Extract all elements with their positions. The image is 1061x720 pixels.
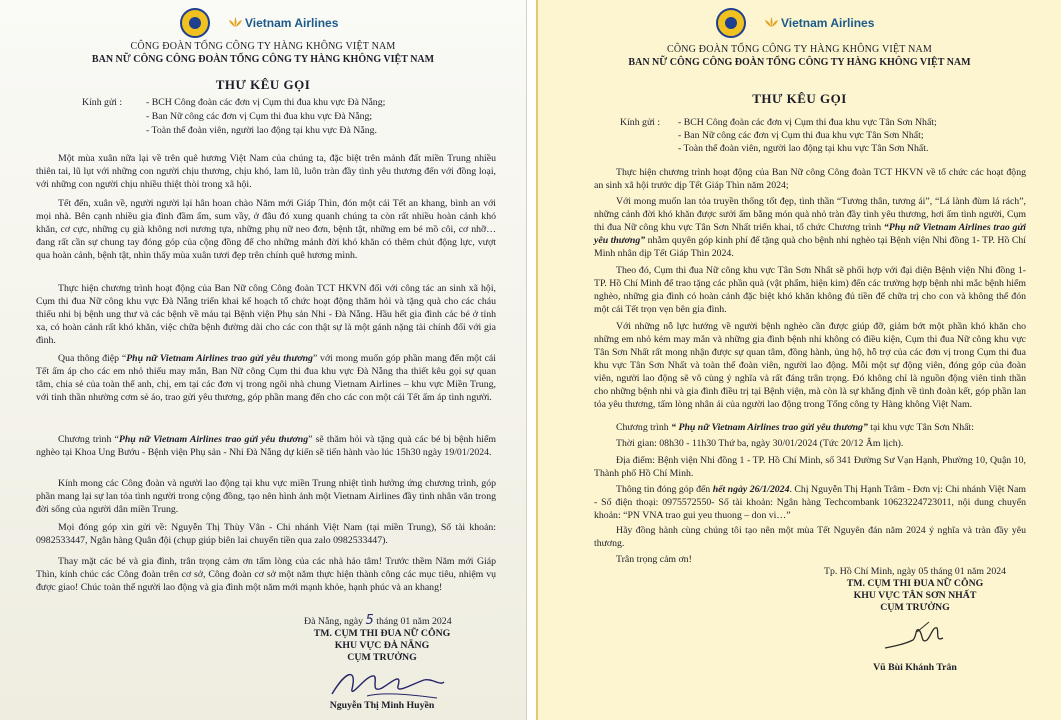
signature-title: TM. CỤM THI ĐUA NỮ CÔNG [313, 628, 451, 639]
logo-text: Vietnam Airlines [781, 16, 875, 30]
letter-title: THƯ KÊU GỌI [215, 77, 311, 92]
text-run: Chương trình “ [58, 434, 119, 445]
text-run: tại khu vực Tân Sơn Nhất: [867, 422, 974, 433]
paragraph [594, 421, 1026, 434]
org-name-line2: BAN NỮ CÔNG CÔNG ĐOÀN TỔNG CÔNG TY HÀNG KHÔNG VIỆT NAM [91, 54, 435, 65]
org-name-line1: CÔNG ĐOÀN TỔNG CÔNG TY HÀNG KHÔNG VIỆT NAM [666, 44, 933, 55]
lotus-icon [228, 17, 243, 28]
signature-block [800, 566, 1030, 674]
closing-thanks: Trân trọng cảm ơn! [616, 554, 692, 565]
paragraph: Kính mong các Công đoàn và người lao động tại khu vực miền Trung nhiệt tình hưởng ứng chương trình, góp phần mang lại sự lan tỏa tình người trong cộng đồng, tạo nên hình ảnh một Vietnam Airlines đầy tình nhân văn trong đời sống của người dân miền Trung. [36, 478, 496, 515]
paragraph: Theo đó, Cụm thi đua Nữ công khu vực Tân Sơn Nhất sẽ phối hợp với đại diện Bệnh viện Nhi đồng 1- TP. Hồ Chí Minh để trao tặng các phần quà (vật phẩm, hiện kim) đến các trường hợp bệnh nhi mắc bệnh hiểm nghèo, những gia đình có hoàn cảnh đặc biệt khó khăn không đủ tiền để chữa trị cho con và không thể đón một cái Tết trọn vẹn bên gia đình. [594, 265, 1026, 315]
vietnam-airlines-logo [764, 16, 874, 30]
paragraph: Tết đến, xuân về, người người lại hân hoan chào Năm mới Giáp Thìn, đón một cái Tết an khang, bình an với mọi nhà. Bên cạnh nhiều gia đình đầm ấm, sum vầy, ở đâu đó xung quanh chúng ta còn rất nhiều hoàn cảnh khó khăn, cơ cực, những cụ già không nơi nương tựa, những phụ nữ neo đơn, bệnh tật, những em bé mồ côi, cơ nhỡ… đang rất cần sự chung tay đóng góp của cộng đồng để cho những mảnh đời khó khăn có thêm chút động lực, vượt qua hoàn cảnh, bệnh tật, nhìn thấy mùa xuân tươi đẹp trên chính quê hương mình. [36, 198, 496, 261]
paragraph: Hãy đồng hành cùng chúng tôi tạo nên một mùa Tết Nguyên đán năm 2024 ý nghĩa và tràn đầy yêu thương. [594, 525, 1026, 549]
salutation-label: Kính gửi : [82, 97, 123, 108]
recipient-line: - BCH Công đoàn các đơn vị Cụm thi đua khu vực Đà Nẵng; [146, 97, 386, 108]
signature-title: CỤM TRƯỞNG [347, 652, 417, 663]
signature-title: KHU VỰC ĐÀ NẴNG [334, 640, 430, 651]
text-run: ” sẽ thăm hỏi và tặng quà các bé bị bệnh hiểm nghèo tại Khoa Ung Bướu - Bệnh viện Phụ sản - Nhi Đà Nẵng dự kiến sẽ tiến hành vào lúc 15h30 ngày 19/01/2024. [36, 434, 496, 458]
text-run: Qua thông điệp “ [58, 353, 127, 364]
text-run: Đà Nẵng, ngày [304, 616, 364, 627]
letter-page-da-nang [0, 0, 527, 720]
text-run: . Chị Nguyễn Thị Hạnh Trâm - Đơn vị: Chi nhánh Việt Nam - Số điện thoại: 0975572550- Số tài khoản: Ngân hàng Techcombank 10623224723011, nội dung chuyển khoản: “PN VNA trao gui yeu thuong – don vi…” [594, 484, 1027, 521]
date-day: 5 [365, 613, 374, 628]
event-place: Địa điểm: Bệnh viện Nhi đồng 1 - TP. Hồ Chí Minh, số 341 Đường Sư Vạn Hạnh, Phường 10, Quận 10, Thành phố Hồ Chí Minh. [594, 455, 1026, 479]
program-name: Phụ nữ Vietnam Airlines trao gửi yêu thương [126, 353, 313, 364]
trade-union-logo [180, 8, 210, 38]
recipient-line: - Toàn thể đoàn viên, người lao động tại khu vực Tân Sơn Nhất. [678, 143, 929, 154]
paragraph: Một mùa xuân nữa lại về trên quê hương Việt Nam của chúng ta, đặc biệt trên mảnh đất miền Trung nhiều thiên tai, lũ lụt với những con người chịu thương, chịu khó, lam lũ, luôn tràn đầy tình yêu thương đến với đồng loại, với những con người chịu nhiều thiệt thòi trong xã hội. [36, 153, 496, 190]
vietnam-airlines-logo [228, 16, 338, 30]
paragraph: Thực hiện chương trình hoạt động của Ban Nữ công Công đoàn TCT HKVN về tổ chức các hoạt động an sinh xã hội trước dịp Tết Giáp Thìn năm 2024; [594, 167, 1026, 191]
program-name: “Phụ nữ Vietnam Airlines trao gửi yêu thương” [594, 222, 1026, 246]
page-gap [527, 0, 536, 720]
signing-date [304, 614, 452, 628]
event-time: Thời gian: 08h30 - 11h30 Thứ ba, ngày 30/01/2024 (Tức 20/12 Âm lịch). [616, 438, 904, 449]
paragraph: Mọi đóng góp xin gửi về: Nguyễn Thị Thùy Vân - Chi nhánh Việt Nam (tại miền Trung), Số tài khoản: 0982533447, Ngân hàng Quân đội (chụp giúp biên lai chuyển tiền qua zalo 0982533447). [36, 522, 496, 546]
signature-title: TM. CỤM THI ĐUA NỮ CÔNG [846, 578, 984, 589]
text-run: Thông tin đóng góp đến [616, 484, 713, 495]
text-run: Với mong muốn lan tỏa truyền thống tốt đẹp, tình thần “Tương thân, tương ái”, “Lá lành đùm lá rách”, những cảnh đời khó khăn được sưởi ấm bằng món quà nhỏ tràn đầy tình yêu thương, hơi ấm tình người, Cụm thi đua Nữ công khu vực Tân Sơn Nhất triển khai, tổ chức Chương trình [594, 196, 1026, 233]
signer-name: Nguyễn Thị Minh Huyền [329, 700, 435, 711]
letter-page-tan-son-nhat [536, 0, 1061, 720]
paragraph: Thay mặt các bé và gia đình, trân trọng cảm ơn tấm lòng của các nhà hảo tâm! Trước thềm Năm mới Giáp Thìn, kính chúc các Công đoàn trên cơ sở, Công đoàn cơ sở một năm thực hiện thành công các mục tiêu, nhiệm vụ được giao! Chúc toàn thể người lao động và gia đình một năm mới mạnh khỏe, hạnh phúc và an khang! [36, 556, 496, 593]
deadline: hết ngày 26/1/2024 [712, 484, 790, 495]
text-run: tháng 01 năm 2024 [376, 616, 452, 627]
paragraph [36, 352, 496, 404]
header-logos [538, 6, 1061, 42]
text-run: nhằm quyên góp kinh phí để tặng quà cho bệnh nhi nghèo tại Bệnh viện Nhi đồng 1- TP. Hồ Chí Minh nhân dịp Tết Giáp Thìn 2024. [594, 235, 1027, 259]
program-name: Phụ nữ Vietnam Airlines trao gửi yêu thương [118, 434, 309, 445]
paragraph [594, 483, 1026, 522]
logo-text: Vietnam Airlines [245, 16, 339, 30]
handwritten-signature [855, 614, 975, 658]
org-name-line1: CÔNG ĐOÀN TỔNG CÔNG TY HÀNG KHÔNG VIỆT NAM [130, 41, 396, 52]
paragraph [594, 195, 1026, 260]
text-run: ” với mong muốn góp phần mang đến một cái Tết ấm áp cho các em nhỏ thiếu may mắn, Ban Nữ công Cụm thi đua khu vực Đà Nẵng tha thiết kêu gọi sự quan tâm, chia sẻ của toàn thể anh, chị, em tại các đơn vị trong ngôi nhà chung Vietnam Airlines – khu vực Miền Trung, với tinh thần nhường cơm sẻ áo, trao gửi yêu thương, góp phần mang đến cho các con một cái Tết ấm áp tình người. [36, 353, 497, 403]
salutation-label: Kính gửi : [620, 117, 661, 128]
lotus-icon [764, 17, 779, 28]
program-name: “ Phụ nữ Vietnam Airlines trao gửi yêu thương” [671, 422, 868, 433]
recipient-line: - Ban Nữ công các đơn vị Cụm thi đua khu vực Tân Sơn Nhất; [678, 130, 924, 141]
paragraph: Với những nỗ lực hướng về người bệnh nghèo cần được giúp đỡ, giảm bớt một phần khó khăn cho những em nhỏ kém may mắn và những gia đình bệnh nhi không có điều kiện, Cụm thi đua Nữ công khu vực Tân Sơn Nhất rất mong nhận được sự quan tâm, đồng hành, ủng hộ, hỗ trợ của các đơn vị trong Cụm thi đua khu vực Tân Sơn Nhất và toàn thể đoàn viên, người lao động. Mỗi một sự động viên, đóng góp của đoàn viên, người lao động sẽ vô cùng ý nghĩa và rất đáng trân trọng. Đó không chỉ là nguồn động viên tinh thần cho những bệnh nhi và gia đình điều trị tại Bệnh viện, mà còn là sự khẳng định về tình đoàn kết, góp phần lan tỏa yêu thương, tấm lòng nhân ái của người lao động trong Tổng công ty Hàng không Việt Nam. [594, 321, 1026, 410]
signature-title: CỤM TRƯỞNG [880, 602, 950, 613]
text-run: Chương trình [616, 422, 672, 433]
signature-block [292, 628, 472, 712]
signer-name: Vũ Bùi Khánh Trân [873, 662, 957, 673]
handwritten-signature [312, 664, 452, 702]
org-name-line2: BAN NỮ CÔNG CÔNG ĐOÀN TỔNG CÔNG TY HÀNG KHÔNG VIỆT NAM [628, 57, 971, 68]
signing-date: Tp. Hồ Chí Minh, ngày 05 tháng 01 năm 2024 [823, 566, 1007, 577]
recipient-line: - BCH Công đoàn các đơn vị Cụm thi đua khu vực Tân Sơn Nhất; [678, 117, 937, 128]
recipient-line: - Ban Nữ công các đơn vị Cụm thi đua khu vực Đà Nẵng; [146, 111, 373, 122]
letter-title: THƯ KÊU GỌI [752, 91, 847, 106]
recipient-line: - Toàn thể đoàn viên, người lao động tại khu vực Đà Nẵng. [146, 125, 377, 136]
paragraph: Thực hiện chương trình hoạt động của Ban Nữ công Công đoàn TCT HKVN đối với công tác an sinh xã hội, Cụm thi đua Nữ công khu vực Đà Nẵng triển khai kế hoạch tổ chức hoạt động thăm hỏi và tặng quà cho các cháu thiếu nhi bị bệnh ung thư và các bệnh về máu tại Bệnh viện Phụ sản Nhi - Đà Nẵng. Hầu hết gia đình các bé ở tỉnh xa, có hoàn cảnh rất khó khăn, việc chữa bệnh đường dài cho các con thật sự là một gánh nặng tài chính đối với gia đình. [36, 283, 496, 346]
header-logos [0, 6, 526, 42]
trade-union-logo [716, 8, 746, 38]
paragraph [36, 433, 496, 459]
signature-title: KHU VỰC TÂN SƠN NHẤT [853, 590, 977, 601]
